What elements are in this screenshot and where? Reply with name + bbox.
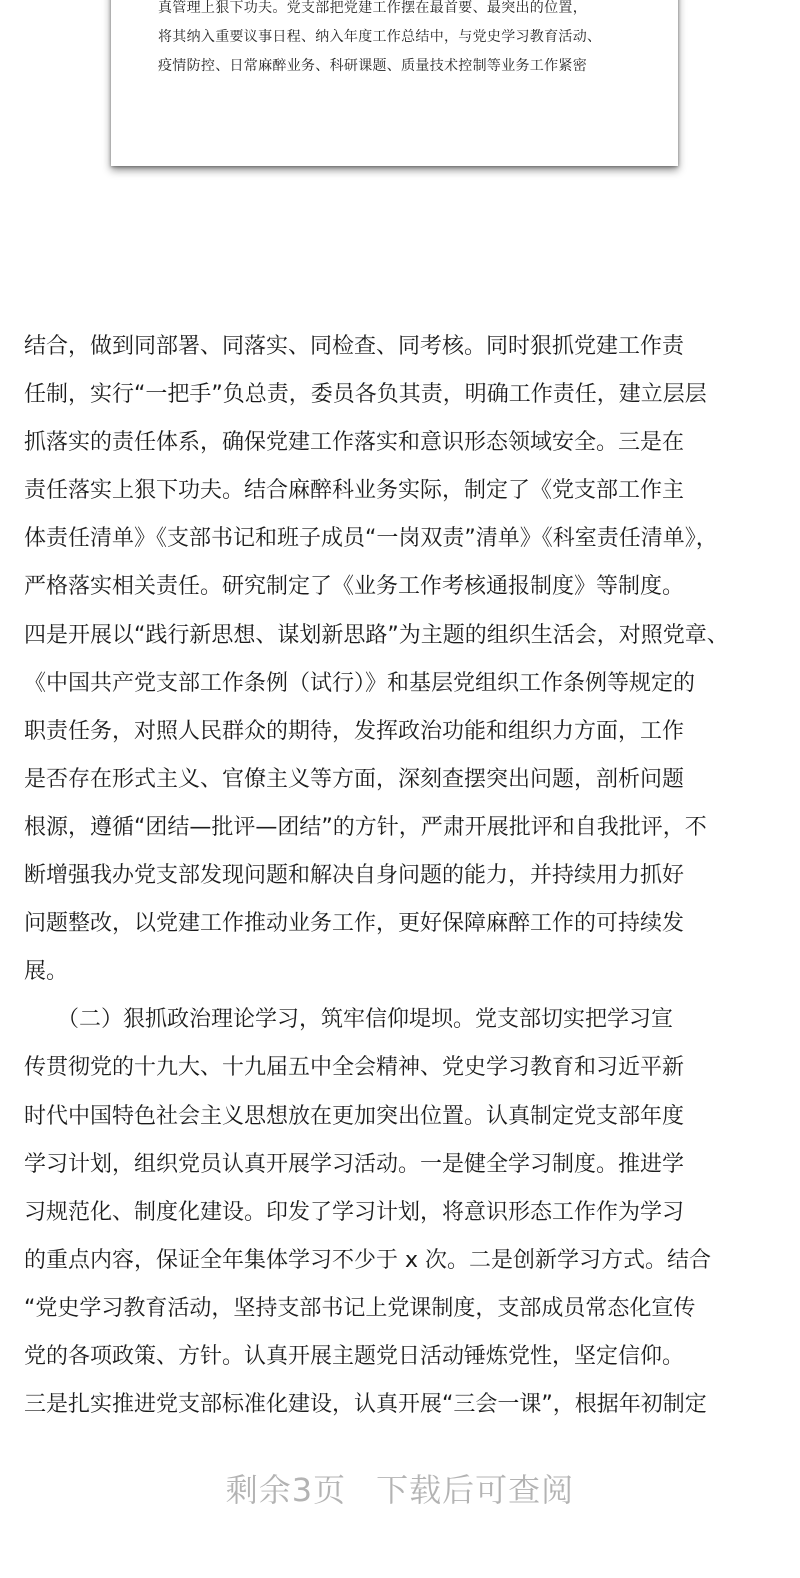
body-text-line: 展。 xyxy=(24,959,69,985)
body-text-line: 严格落实相关责任。研究制定了《业务工作考核通报制度》等制度。 xyxy=(24,574,685,600)
body-text-line: （二）狠抓政治理论学习，筑牢信仰堤坝。党支部切实把学习宣 xyxy=(24,1007,674,1033)
body-text-line: 《中国共产党支部工作条例（试行）》和基层党组织工作条例等规定的 xyxy=(24,670,696,696)
body-text-line: 抓落实的责任体系，确保党建工作落实和意识形态领域安全。三是在 xyxy=(24,430,685,456)
document-body xyxy=(24,323,776,1429)
preview-text-line: 将其纳入重要议事日程、纳入年度工作总结中，与党史学习教育活动、 xyxy=(158,29,602,45)
body-text-line: 党的各项政策、方针。认真开展主题党日活动锤炼党性，坚定信仰。 xyxy=(24,1343,685,1369)
preview-text-line: 真管理上狠下功夫。党支部把党建工作摆在最首要、最突出的位置， xyxy=(158,0,587,16)
body-text-line: 四是开展以“践行新思想、谋划新思路”为主题的组织生活会，对照党章、 xyxy=(24,622,729,648)
remaining-pages-count: 剩余3页 xyxy=(225,1471,347,1509)
preview-text-line: 疫情防控、日常麻醉业务、科研课题、质量技术控制等业务工作紧密 xyxy=(158,58,587,74)
body-text-line: 断增强我办党支部发现问题和解决自身问题的能力，并持续用力抓好 xyxy=(24,863,685,889)
body-text-line: 习规范化、制度化建设。印发了学习计划，将意识形态工作作为学习 xyxy=(24,1199,685,1225)
body-text-line: 体责任清单》《支部书记和班子成员“一岗双责”清单》《科室责任清单》， xyxy=(24,526,718,552)
document-preview-card xyxy=(111,0,678,166)
body-text-line: 学习计划，组织党员认真开展学习活动。一是健全学习制度。推进学 xyxy=(24,1151,685,1177)
body-text-line: 传贯彻党的十九大、十九届五中全会精神、党史学习教育和习近平新 xyxy=(24,1055,685,1081)
body-text-line: 三是扎实推进党支部标准化建设，认真开展“三会一课”，根据年初制定 xyxy=(24,1392,707,1418)
body-text-line: 职责任务，对照人民群众的期待，发挥政治功能和组织力方面，工作 xyxy=(24,718,685,744)
body-text-line: 根源，遵循“团结—批评—团结”的方针，严肃开展批评和自我批评，不 xyxy=(24,814,707,840)
download-hint: 下载后可查阅 xyxy=(376,1471,575,1509)
body-text-line: 结合，做到同部署、同落实、同检查、同考核。同时狠抓党建工作责 xyxy=(24,334,685,359)
body-text-line: 是否存在形式主义、官僚主义等方面，深刻查摆突出问题，剖析问题 xyxy=(24,766,685,792)
body-text-line: 时代中国特色社会主义思想放在更加突出位置。认真制定党支部年度 xyxy=(24,1103,685,1129)
body-text-line: “党史学习教育活动，坚持支部书记上党课制度，支部成员常态化宣传 xyxy=(24,1295,696,1321)
preview-text-block xyxy=(158,0,658,81)
body-text-line: 责任落实上狠下功夫。结合麻醉科业务实际，制定了《党支部工作主 xyxy=(24,478,685,504)
body-text-line: 的重点内容，保证全年集体学习不少于 x 次。二是创新学习方式。结合 xyxy=(24,1247,712,1273)
remaining-pages-notice[interactable] xyxy=(0,1466,800,1514)
body-text-line: 问题整改，以党建工作推动业务工作，更好保障麻醉工作的可持续发 xyxy=(24,911,685,937)
body-text-line: 任制，实行“一把手”负总责，委员各负其责，明确工作责任，建立层层 xyxy=(24,382,707,408)
